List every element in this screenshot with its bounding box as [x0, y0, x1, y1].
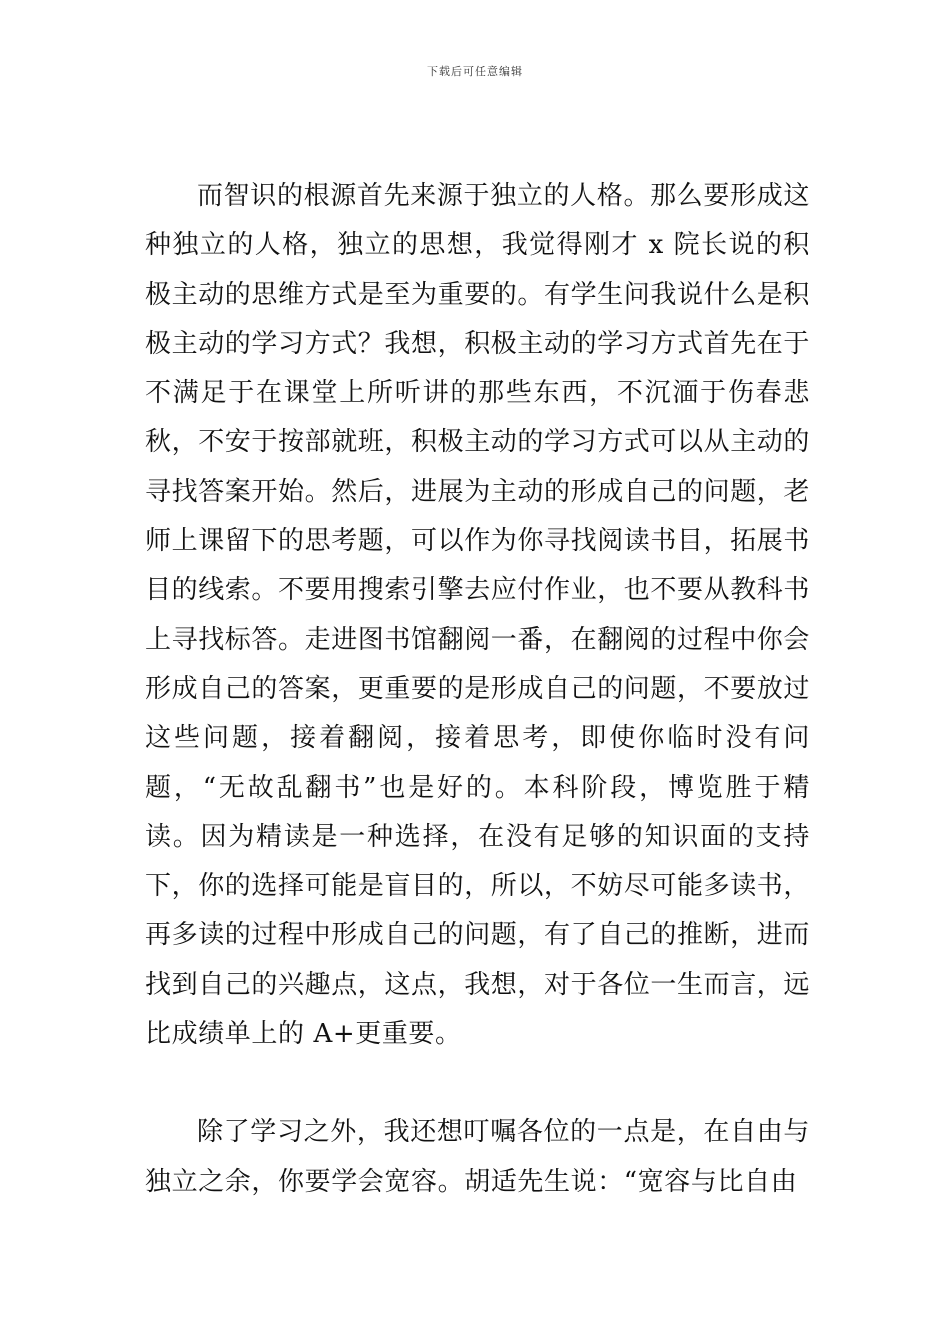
document-body	[145, 172, 810, 1207]
page-header: 下载后可任意编辑	[427, 65, 523, 78]
paragraph: 而智识的根源首先来源于独立的人格。那么要形成这种独立的人格，独立的思想，我觉得刚才 x 院长说的积极主动的思维方式是至为重要的。有学生问我说什么是积极主动的学习方式？我想，积极主动的学习方式首先在于不满足于在课堂上所听讲的那些东西，不沉湎于伤春悲秋，不安于按部就班，积极主动的学习方式可以从主动的寻找答案开始。然后，进展为主动的形成自己的问题，老师上课留下的思考题，可以作为你寻找阅读书目，拓展书目的线索。不要用搜索引擎去应付作业，也不要从教科书上寻找标答。走进图书馆翻阅一番，在翻阅的过程中你会形成自己的答案，更重要的是形成自己的问题，不要放过这些问题，接着翻阅，接着思考，即使你临时没有问题，“无故乱翻书”也是好的。本科阶段，博览胜于精读。因为精读是一种选择，在没有足够的知识面的支持下，你的选择可能是盲目的，所以，不妨尽可能多读书，再多读的过程中形成自己的问题，有了自己的推断，进而找到自己的兴趣点，这点，我想，对于各位一生而言，远比成绩单上的 A+更重要。	[145, 181, 811, 1050]
paragraph: 除了学习之外，我还想叮嘱各位的一点是，在自由与独立之余，你要学会宽容。胡适先生说：“宽容与比自由	[145, 1117, 810, 1197]
paragraph-spacer	[145, 1059, 810, 1108]
